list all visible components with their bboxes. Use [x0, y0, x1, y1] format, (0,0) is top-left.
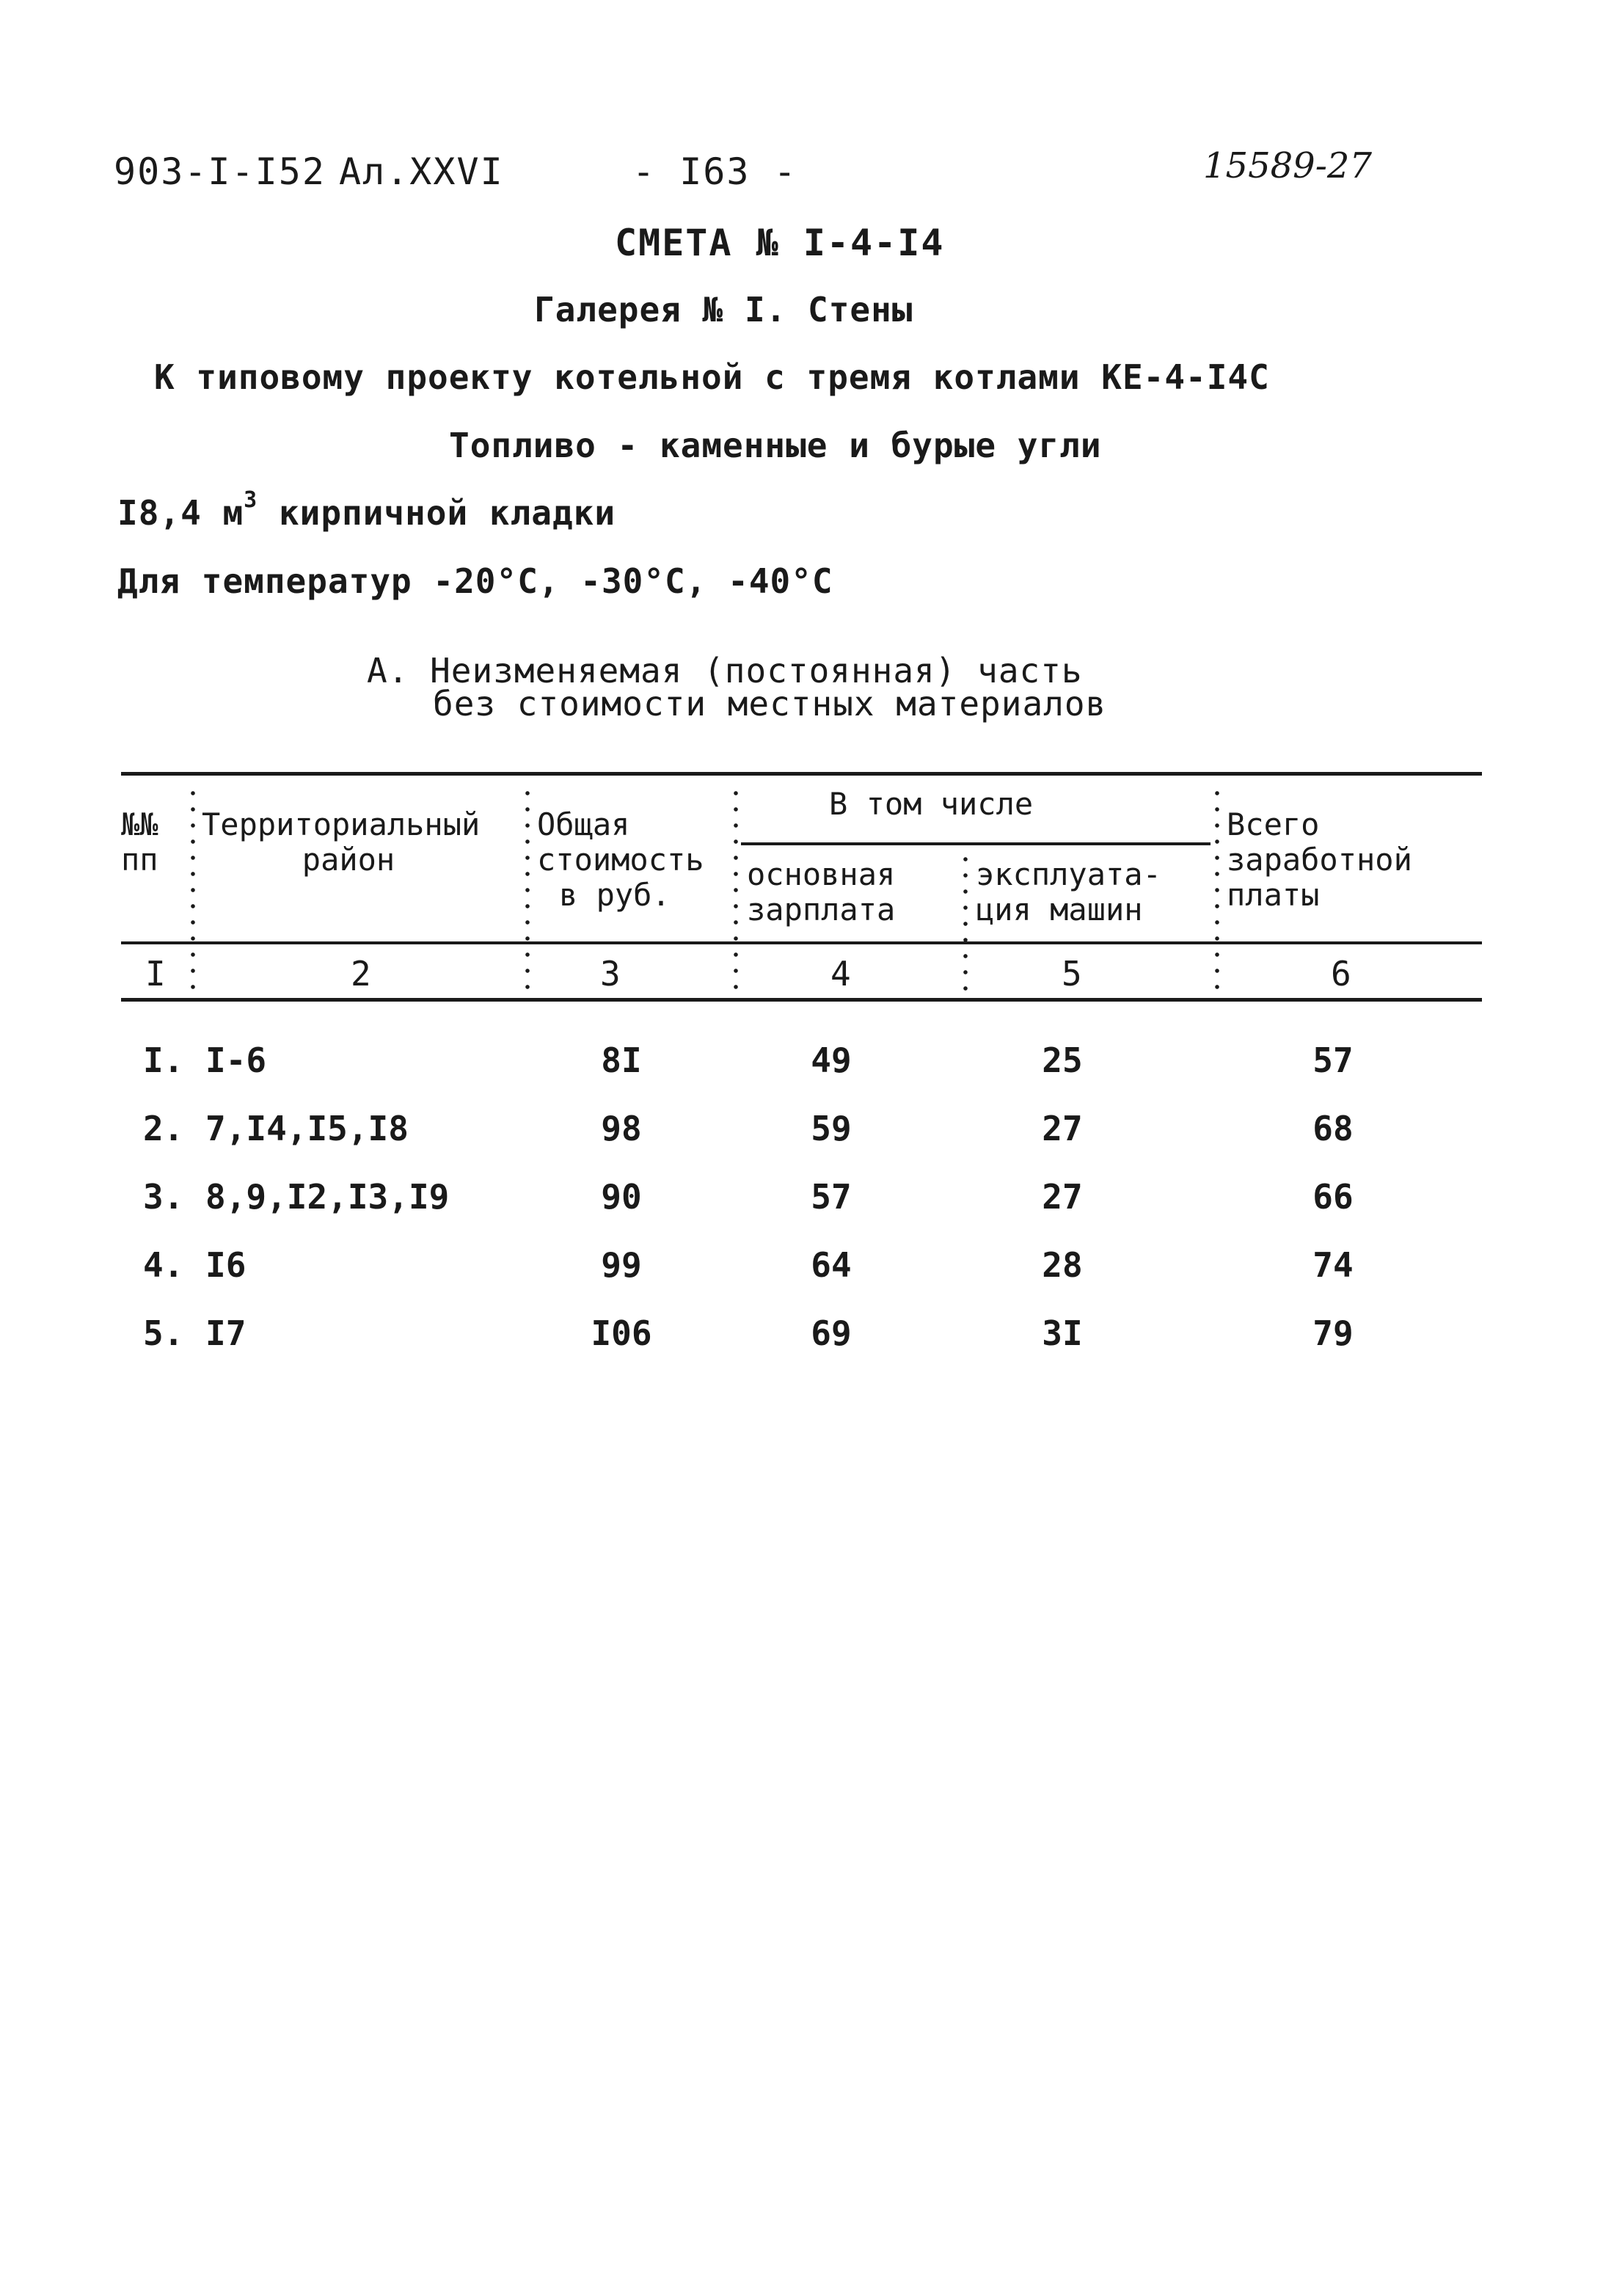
header-machines-line1: эксплуата-	[976, 856, 1161, 892]
row-wages-total: 74	[1312, 1245, 1354, 1285]
row-total: 98	[601, 1109, 642, 1148]
header-bottom-rule	[121, 941, 1482, 944]
row-total: 8I	[601, 1041, 642, 1080]
row-wages-total: 68	[1312, 1109, 1354, 1148]
column-separator	[191, 785, 195, 998]
header-total-line2: стоимость	[537, 842, 704, 878]
header-total-line1: Общая	[537, 806, 630, 842]
header-wages-total	[1227, 807, 1412, 913]
header-salary	[747, 857, 895, 927]
column-number: 4	[830, 954, 851, 994]
volume-text: кирпичной кладки	[278, 493, 616, 533]
header-region-line2: район	[302, 842, 395, 878]
column-separator	[1215, 785, 1219, 998]
table-top-rule	[121, 772, 1482, 776]
row-number: 3.	[143, 1177, 184, 1217]
column-number: 6	[1331, 954, 1351, 994]
document-code: 903-I-I52	[114, 150, 326, 193]
header-wages-total-line1: Всего	[1227, 806, 1320, 842]
row-region: I-6	[205, 1041, 267, 1080]
row-machines: 28	[1042, 1245, 1083, 1285]
album-number: Ал.XXVI	[339, 150, 504, 193]
column-separator	[734, 785, 738, 998]
row-region: 7,I4,I5,I8	[205, 1109, 409, 1148]
header-number-line1: №№	[121, 806, 158, 842]
header-salary-line2: зарплата	[747, 892, 896, 927]
header-machines-line2: ция машин	[976, 892, 1143, 927]
header-total-line3: в руб.	[559, 877, 671, 913]
row-machines: 3I	[1042, 1313, 1083, 1353]
header-region-line1: Территориальный	[202, 806, 481, 842]
row-total: 90	[601, 1177, 642, 1217]
temperature-line: Для температур -20°С, -30°С, -40°С	[117, 561, 833, 601]
row-region: I6	[205, 1245, 247, 1285]
group-underline	[741, 842, 1211, 845]
volume-unit-power: 3	[244, 487, 258, 513]
header-number	[121, 807, 158, 878]
estimate-title: СМЕТА № I-4-I4	[615, 222, 945, 264]
row-number: I.	[143, 1041, 184, 1080]
column-number-rule	[121, 998, 1482, 1002]
row-wages-total: 79	[1312, 1313, 1354, 1353]
page-number: - I63 -	[632, 150, 797, 193]
row-salary: 57	[811, 1177, 852, 1217]
header-wages-total-line3: платы	[1227, 877, 1320, 913]
row-machines: 27	[1042, 1109, 1083, 1148]
row-number: 4.	[143, 1245, 184, 1285]
row-salary: 59	[811, 1109, 852, 1148]
section-heading-line1: А. Неизменяемая (постоянная) часть	[367, 651, 1083, 690]
column-separator	[525, 785, 530, 998]
header-group: В том числе	[829, 786, 1034, 822]
row-total: I06	[591, 1313, 652, 1353]
row-wages-total: 66	[1312, 1177, 1354, 1217]
header-number-line2: пп	[121, 842, 158, 878]
archive-number: 15589-27	[1203, 145, 1372, 186]
row-wages-total: 57	[1312, 1041, 1354, 1080]
header-total	[537, 807, 704, 913]
row-total: 99	[601, 1245, 642, 1285]
column-separator	[963, 851, 968, 998]
row-salary: 64	[811, 1245, 852, 1285]
section-heading-line2: без стоимости местных материалов	[433, 684, 1107, 724]
row-salary: 49	[811, 1041, 852, 1080]
row-machines: 27	[1042, 1177, 1083, 1217]
row-number: 2.	[143, 1109, 184, 1148]
row-number: 5.	[143, 1313, 184, 1353]
column-number: 5	[1062, 954, 1082, 994]
volume-value: I8,4 м	[117, 493, 244, 533]
column-number: I	[145, 954, 166, 994]
header-region	[202, 807, 525, 878]
fuel-line: Топливо - каменные и бурые угли	[449, 426, 1102, 465]
row-machines: 25	[1042, 1041, 1083, 1080]
object-line: Галерея № I. Стены	[534, 290, 913, 329]
column-number: 3	[600, 954, 621, 994]
header-wages-total-line2: заработной	[1227, 842, 1412, 878]
header-salary-line1: основная	[747, 856, 896, 892]
row-salary: 69	[811, 1313, 852, 1353]
row-region: 8,9,I2,I3,I9	[205, 1177, 450, 1217]
header-machines	[976, 857, 1161, 927]
project-line: К типовому проекту котельной с тремя котлами КЕ-4-I4С	[154, 357, 1270, 397]
volume-line	[117, 487, 616, 533]
column-number: 2	[351, 954, 371, 994]
row-region: I7	[205, 1313, 247, 1353]
